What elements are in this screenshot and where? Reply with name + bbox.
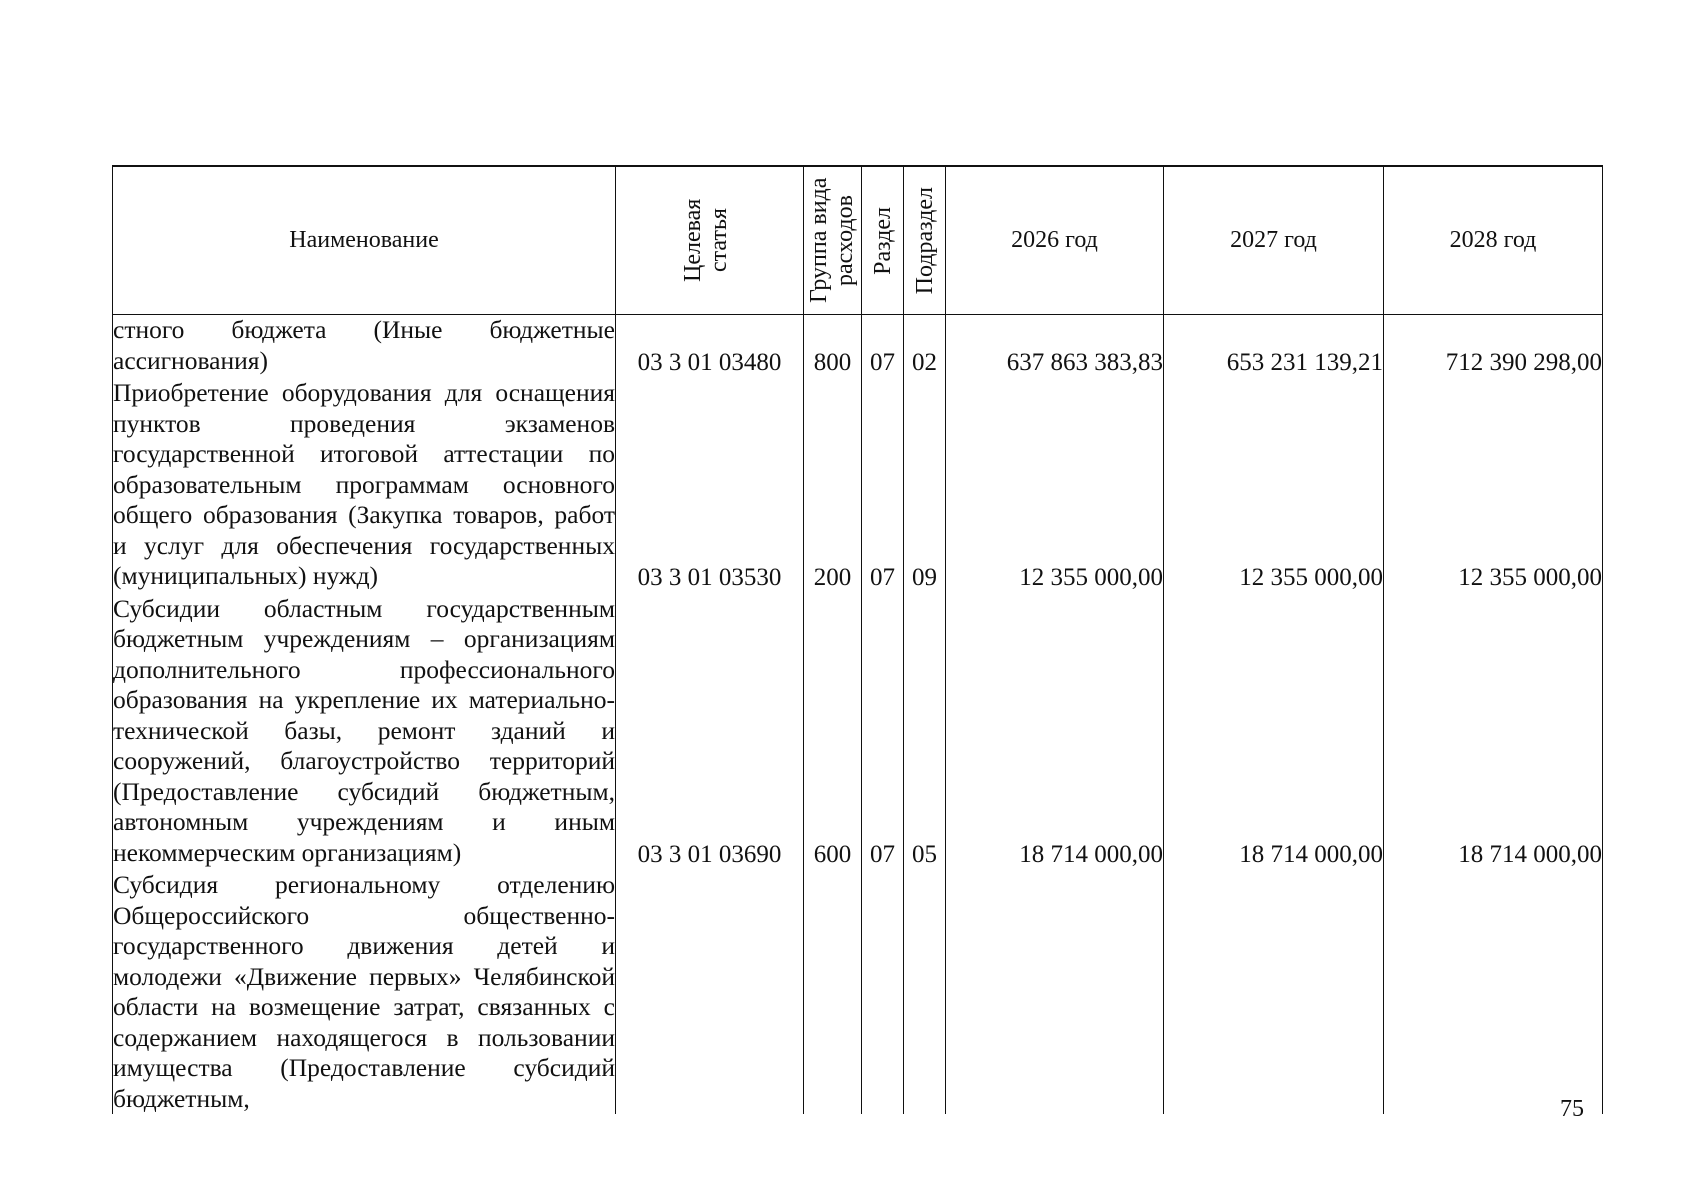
table-row	[113, 378, 1603, 594]
row-section-value	[862, 870, 903, 1055]
header-subsection: Подраздел	[904, 166, 946, 315]
row-section	[862, 870, 904, 1114]
row-subsection	[904, 315, 946, 379]
row-amount-2028-value: 712 390 298,00	[1445, 348, 1602, 376]
header-section: Раздел	[862, 166, 904, 315]
row-expense-group-value	[804, 870, 861, 1055]
row-name-cell	[113, 378, 616, 594]
row-amount-2027	[1164, 594, 1384, 871]
row-expense-group-value: 800	[813, 348, 852, 376]
row-name-cell	[113, 315, 616, 379]
row-amount-2026-value	[946, 870, 1163, 1055]
row-amount-2026	[946, 378, 1164, 594]
row-section-value: 07	[870, 564, 895, 591]
row-name-text: стного бюджета (Иные бюджетные ассигнования)	[113, 315, 615, 375]
row-amount-2027-value: 12 355 000,00	[1239, 564, 1383, 591]
row-amount-2027	[1164, 315, 1384, 379]
header-year-2027: 2027 год	[1164, 166, 1384, 315]
row-amount-2028-value	[1384, 870, 1602, 1055]
row-name-text: Приобретение оборудования для оснащения пунктов проведения экзаменов государственной итоговой аттестации по образовательным программам основного общего образования (Закупка товаров, работ и услуг для обеспечения государственных (муниципальных) нужд)	[113, 378, 615, 590]
row-expense-group	[804, 315, 862, 379]
row-amount-2028	[1384, 378, 1603, 594]
row-target-article-value: 03 3 01 03690	[637, 840, 782, 868]
row-subsection	[904, 594, 946, 871]
row-target-article	[616, 378, 804, 594]
row-expense-group-value: 200	[813, 564, 852, 591]
row-amount-2028-value: 12 355 000,00	[1458, 564, 1602, 591]
row-section	[862, 378, 904, 594]
row-amount-2026-value: 18 714 000,00	[1019, 840, 1163, 868]
table-row	[113, 594, 1603, 871]
header-name: Наименование	[113, 166, 616, 315]
row-amount-2026	[946, 315, 1164, 379]
header-target-article: Целевая статья	[616, 166, 804, 315]
row-subsection-value: 05	[912, 840, 937, 868]
row-name-text: Субсидия региональному отделению Общероссийского общественно-государственного движения детей и молодежи «Движение первых» Челябинской области на возмещение затрат, связанных с содержанием находящегося в пользовании имущества (Предоставление субсидий бюджетным,	[113, 870, 615, 1113]
table-row	[113, 870, 1603, 1114]
row-expense-group	[804, 870, 862, 1114]
page-number: 75	[1560, 1096, 1584, 1122]
header-expense-group: Группа вида расходов	[804, 166, 862, 315]
header-year-2026: 2026 год	[946, 166, 1164, 315]
row-subsection-value: 02	[912, 348, 937, 376]
budget-table	[112, 165, 1603, 1114]
row-amount-2026-value: 637 863 383,83	[1006, 348, 1163, 376]
row-amount-2026	[946, 870, 1164, 1114]
row-target-article-value: 03 3 01 03530	[637, 564, 782, 591]
row-amount-2028	[1384, 315, 1603, 379]
row-section	[862, 594, 904, 871]
row-amount-2028-value: 18 714 000,00	[1458, 840, 1602, 868]
row-amount-2026-value: 12 355 000,00	[1019, 564, 1163, 591]
row-amount-2027-value: 653 231 139,21	[1226, 348, 1383, 376]
row-subsection	[904, 870, 946, 1114]
row-amount-2027	[1164, 870, 1384, 1114]
table-row	[113, 315, 1603, 379]
row-name-text: Субсидии областным государственным бюджетным учреждениям – организациям дополнительного профессионального образования на укрепление их материально-технической базы, ремонт зданий и сооружений, благоустройство территорий (Предоставление субсидий бюджетным, автономным учреждениям и иным некоммерческим организациям)	[113, 593, 615, 867]
row-amount-2027-value: 18 714 000,00	[1239, 840, 1383, 868]
row-amount-2028	[1384, 870, 1603, 1114]
row-amount-2027	[1164, 378, 1384, 594]
row-expense-group	[804, 378, 862, 594]
header-year-2028: 2028 год	[1384, 166, 1603, 315]
row-expense-group-value: 600	[813, 840, 852, 868]
row-section-value: 07	[870, 840, 895, 868]
row-amount-2027-value	[1164, 870, 1383, 1055]
row-name-cell	[113, 594, 616, 871]
row-target-article	[616, 315, 804, 379]
table-body	[113, 315, 1603, 1115]
row-target-article-value	[616, 870, 803, 1055]
row-subsection-value: 09	[912, 564, 937, 591]
row-name-cell	[113, 870, 616, 1114]
row-amount-2028	[1384, 594, 1603, 871]
row-target-article	[616, 594, 804, 871]
row-expense-group	[804, 594, 862, 871]
row-target-article-value: 03 3 01 03480	[637, 348, 782, 376]
row-subsection	[904, 378, 946, 594]
row-section-value: 07	[870, 348, 895, 376]
row-target-article	[616, 870, 804, 1114]
row-amount-2026	[946, 594, 1164, 871]
row-subsection-value	[904, 870, 945, 1055]
table-header-row	[113, 166, 1603, 315]
row-section	[862, 315, 904, 379]
